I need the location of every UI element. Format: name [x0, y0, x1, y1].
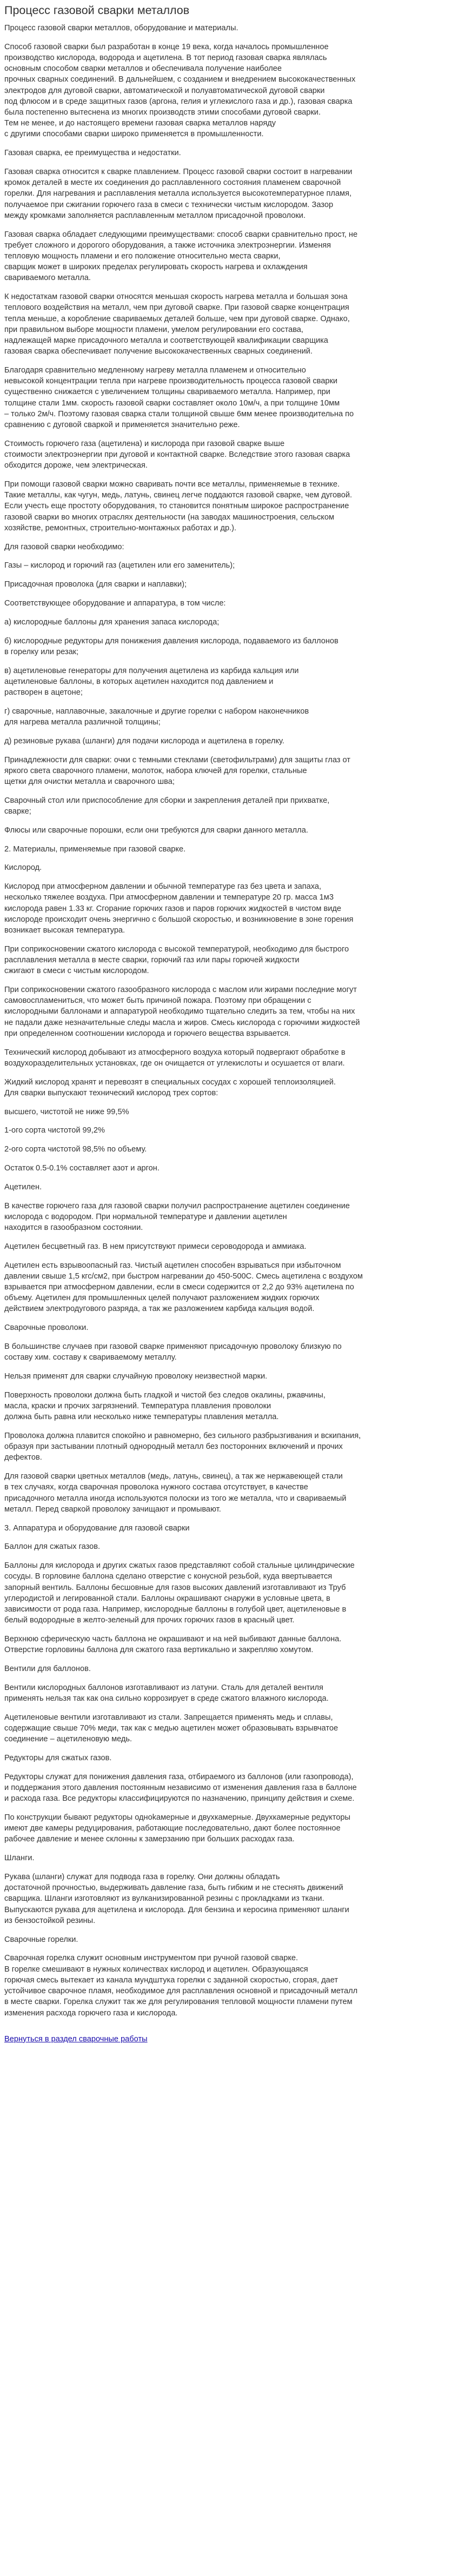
paragraph	[4, 1430, 454, 1463]
text-line: Соответствующее оборудование и аппаратура, в том числе:	[4, 599, 226, 608]
paragraph	[4, 1560, 454, 1626]
text-line: имеют две камеры редуцирования, работающие последовательно, дают более постоянное	[4, 1824, 341, 1833]
paragraph	[4, 1371, 454, 1382]
text-line: Благодаря сравнительно медленному нагреву металла пламенем и относительно	[4, 366, 306, 375]
paragraph	[4, 42, 454, 140]
paragraph	[4, 795, 454, 817]
paragraph	[4, 1390, 454, 1423]
paragraph	[4, 1260, 454, 1315]
text-line: горелки. Для нагревания и расплавления металла используется высокотемпературное пламя,	[4, 189, 352, 198]
paragraph	[4, 1634, 454, 1655]
text-line: хозяйстве, ремонтных, строительно-монтажных работах и др.).	[4, 523, 237, 532]
paragraph	[4, 365, 454, 430]
paragraph	[4, 862, 454, 873]
text-line: При соприкосновении сжатого газообразного кислорода с маслом или жирами последние могут	[4, 986, 357, 995]
text-line: получаемое при сжигании горючего газа в смеси с технически чистым кислородом. Зазор	[4, 200, 334, 209]
text-line: в месте сварки. Горелка служит так же для регулирования тепловой мощности пламени путем	[4, 1998, 353, 2007]
paragraph	[4, 825, 454, 836]
text-line: Проволока должна плавится спокойно и равномерно, без сильного разбрызгивания и вскипания,	[4, 1432, 361, 1441]
back-link[interactable]: Вернуться в раздел сварочные работы	[4, 2034, 148, 2044]
text-line: действием электродугового разряда, а так же разложением карбида кальция водой.	[4, 1304, 315, 1314]
paragraph	[4, 1241, 454, 1252]
text-line: Сварочная горелка служит основным инструментом при ручной газовой сварке.	[4, 1954, 298, 1963]
paragraph	[4, 1182, 454, 1193]
paragraph	[4, 1523, 454, 1534]
text-line: применять нельзя так как она сильно коррозирует в среде сжатого влажного кислорода.	[4, 1694, 329, 1703]
text-line: газовая сварка обеспечивает получение высококачественных сварных соединений.	[4, 347, 313, 356]
text-line: Вентили для баллонов.	[4, 1665, 91, 1674]
paragraph	[4, 1322, 454, 1333]
text-line: и поддержания этого давления постоянным независимо от изменения давления газа в баллоне	[4, 1783, 357, 1793]
text-line: Процесс газовой сварки металлов, оборудование и материалы.	[4, 24, 238, 32]
paragraph	[4, 1682, 454, 1704]
text-line: Такие металлы, как чугун, медь, латунь, свинец легче поддаются газовой сварке, чем дуговой.	[4, 491, 353, 500]
text-line: Присадочная проволока (для сварки и наплавки);	[4, 580, 187, 589]
text-line: При соприкосновении сжатого кислорода с высокой температурой, необходимо для быстрого	[4, 944, 349, 954]
text-line: Редукторы служат для понижения давления газа, отбираемого из баллонов (или газопровода),	[4, 1772, 354, 1781]
text-line: запорный вентиль. Баллоны бесшовные для газов высоких давлений изготавливают из Труб	[4, 1583, 346, 1592]
text-line: прочных сварных соединений. В дальнейшем, с созданием и внедрением высококачественных	[4, 75, 356, 84]
text-line: расплавления металла в месте сварки, горючий газ или пары горючей жидкости	[4, 956, 300, 965]
text-line: углеродистой и легированной стали. Баллоны окрашивают снаружи в условные цвета, в	[4, 1594, 330, 1603]
paragraph	[4, 148, 454, 158]
text-line: Сварочные горелки.	[4, 1935, 78, 1944]
text-line: б) кислородные редукторы для понижения давления кислорода, подаваемого из баллонов	[4, 636, 338, 645]
text-line: рабочее давление и менее склонны к замерзанию при больших расходах газа.	[4, 1835, 295, 1844]
text-line: Ацетиленовые вентили изготавливают из стали. Запрещается применять медь и сплавы,	[4, 1713, 333, 1722]
text-line: кислороде происходит очень энергично с большой скоростью, и возникновение в зоне горения	[4, 915, 354, 924]
text-line: Технический кислород добывают из атмосферного воздуха который подвергают обработке в	[4, 1048, 346, 1057]
text-line: В горелке смешивают в нужных количествах кислород и ацетилен. Образующаяся	[4, 1965, 308, 1974]
text-line: свариваемого металла.	[4, 274, 91, 283]
paragraph	[4, 1872, 454, 1926]
text-line: присадочного металла иногда используются полоски из того же металла, что и свариваемый	[4, 1494, 347, 1503]
paragraph	[4, 1953, 454, 2018]
footer	[4, 2034, 454, 2045]
text-line: Принадлежности для сварки: очки с темными стеклами (светофильтрами) для защиты глаз от	[4, 755, 350, 764]
text-line: Стоимость горючего газа (ацетилена) и кислорода при газовой сварке выше	[4, 439, 285, 448]
text-line: Для газовой сварки цветных металлов (медь, латунь, свинец), а так же нержавеющей стали	[4, 1472, 343, 1481]
paragraph	[4, 1772, 454, 1805]
paragraph	[4, 560, 454, 571]
text-line: соединение – ацетиленовую медь.	[4, 1735, 132, 1744]
text-line: производство кислорода, водорода и ацетилена. В тот период газовая сварка являлась	[4, 54, 327, 62]
paragraph	[4, 1144, 454, 1155]
text-line: должна быть равна или несколько ниже температуры плавления металла.	[4, 1413, 279, 1422]
text-line: 2-ого сорта чистотой 98,5% по объему.	[4, 1145, 147, 1154]
text-line: зависимости от рода газа. Например, кислородные баллоны в голубой цвет, ацетиленовые в	[4, 1605, 347, 1614]
text-line: толщине стали 1мм. скорость газовой сварки составляет около 10м/ч, а при толщине 10мм	[4, 398, 340, 408]
text-line: Ацетилен.	[4, 1182, 42, 1192]
paragraph	[4, 1753, 454, 1763]
text-line: содержащие свыше 70% меди, так как с медью ацетилен может образовывать взрывчатое	[4, 1724, 338, 1733]
paragraph	[4, 1541, 454, 1552]
text-line: находится в газообразном состоянии.	[4, 1223, 143, 1233]
text-line: Газовая сварка относится к сварке плавлением. Процесс газовой сварки состоит в нагревании	[4, 168, 353, 177]
text-line: газовой сварки во многих отраслях деятельности (на заводах машиностроения, сельском	[4, 512, 335, 522]
text-line: Поверхность проволоки должна быть гладкой и чистой без следов окалины, ржавчины,	[4, 1390, 326, 1400]
text-line: Шланги.	[4, 1854, 35, 1863]
text-line: основным способом сварки металлов и обеспечивала получение наиболее	[4, 64, 282, 74]
paragraph	[4, 1047, 454, 1069]
text-line: Для сварки выпускают технический кислород трех сортов:	[4, 1088, 218, 1097]
text-line: Рукава (шланги) служат для подвода газа в горелку. Они должны обладать	[4, 1873, 280, 1882]
text-line: устойчивое сварочное пламя, необходимое для расплавления основной и присадочный металл	[4, 1987, 358, 1996]
text-line: – только 2м/ч. Поэтому газовая сварка стали толщиной свыше 6мм менее производительна по	[4, 409, 354, 418]
text-line: воздухоразделительных установках, где он очищается от углекислоты и осушается от влаги.	[4, 1059, 345, 1068]
text-line: высшего, чистотой не ниже 99,5%	[4, 1107, 129, 1116]
text-line: сосуды. В горловине баллона сделано отверстие с конусной резьбой, куда ввертывается	[4, 1572, 333, 1581]
text-line: требует сложного и дорогого оборудования, а также источника электроэнергии. Изменяя	[4, 241, 331, 250]
text-line: существенно снижается с увеличением толщины свариваемого металла. Например, при	[4, 388, 330, 397]
text-line: изменения расхода горючего газа и кислорода.	[4, 2008, 178, 2018]
text-line: Флюсы или сварочные порошки, если они требуются для сварки данного металла.	[4, 826, 308, 835]
text-line: объему. Ацетилен для промышленных целей получают разложением жидких горючих	[4, 1294, 320, 1303]
text-line: белый водородные в желто-зеленый для прочих горючих газов в красный цвет.	[4, 1616, 295, 1625]
paragraph	[4, 1163, 454, 1174]
text-line: и расхода газа. Все редукторы классифицируются по назначению, принципу действия и схеме.	[4, 1794, 355, 1803]
paragraph	[4, 706, 454, 728]
text-line: 2. Материалы, применяемые при газовой сварке.	[4, 844, 186, 854]
text-line: В качестве горючего газа для газовой сварки получил распространение ацетилен соединение	[4, 1201, 350, 1210]
paragraph	[4, 1107, 454, 1117]
text-line: обходится дороже, чем электрическая.	[4, 461, 148, 470]
text-line: кромок деталей в месте их соединения до расплавленного состояния пламенем сварочной	[4, 178, 341, 188]
paragraph	[4, 229, 454, 284]
text-line: в тех случаях, когда сварочная проволока нужного состава отсутствует, в качестве	[4, 1483, 308, 1492]
text-line: 3. Аппаратура и оборудование для газовой сварки	[4, 1523, 190, 1533]
text-line: а) кислородные баллоны для хранения запаса кислорода;	[4, 617, 220, 627]
paragraph	[4, 167, 454, 221]
text-line: Способ газовой сварки был разработан в конце 19 века, когда началось промышленное	[4, 42, 329, 51]
text-line: надлежащей марке присадочного металла и соответствующей квалификации сварщика	[4, 336, 328, 345]
paragraph	[4, 1125, 454, 1136]
text-line: Баллон для сжатых газов.	[4, 1542, 101, 1552]
text-line: сжигают в смеси с чистым кислородом.	[4, 967, 149, 976]
text-line: взрывается при атмосферном давлении, если в смеси содержится от 2,2 до 93% ацетилена по	[4, 1283, 354, 1292]
text-line: при определенном соотношении кислорода и горючего вещества взрывается.	[4, 1029, 291, 1038]
text-line: Если учесть еще простоту оборудования, то становится понятным широкое распространение	[4, 502, 349, 511]
text-line: невысокой концентрации тепла при нагреве производительность процесса газовой сварки	[4, 377, 338, 386]
paragraph	[4, 1712, 454, 1745]
text-line: яркого света сварочного пламени, молоток, набора ключей для горелки, стальные	[4, 766, 307, 775]
text-line: В большинстве случаев при газовой сварке применяют присадочную проволоку близкую по	[4, 1342, 342, 1352]
text-line: из бензостойкой резины.	[4, 1916, 96, 1925]
text-line: достаточной прочностью, выдерживать давление газа, быть гибким и не стеснять движений	[4, 1883, 343, 1893]
paragraph	[4, 665, 454, 698]
text-line: Отверстие горловины баллона для сжатого газа вертикально и закрепляю хомутом.	[4, 1646, 314, 1655]
text-line: Кислород.	[4, 863, 42, 873]
paragraph	[4, 636, 454, 657]
text-line: кислородными баллонами и аппаратурой необходимо тщательно следить за тем, чтобы на них	[4, 1007, 355, 1016]
paragraph	[4, 479, 454, 534]
paragraph	[4, 944, 454, 977]
text-line: Баллоны для кислорода и других сжатых газов представляют собой стальные цилиндрические	[4, 1561, 355, 1570]
paragraph	[4, 1201, 454, 1234]
text-line: между кромками заполняется расплавленным металлом присадочной проволоки.	[4, 211, 306, 220]
text-line: Сварочный стол или приспособление для сборки и закрепления деталей при прихватке,	[4, 796, 330, 805]
text-line: д) резиновые рукава (шланги) для подачи кислорода и ацетилена в горелку.	[4, 736, 284, 745]
text-line: кислорода равен 1.33 кг. Сгорание горючих газов и паров горючих жидкостей в чистом виде	[4, 904, 342, 913]
text-line: не падали даже незначительные следы масла и жиров. Смесь кислорода с горючими жидкостей	[4, 1018, 360, 1027]
text-line: тепловую мощность пламени и его положение относительно места сварки,	[4, 252, 281, 261]
text-line: масла, краски и прочих загрязнений. Температура плавления проволоки	[4, 1402, 271, 1411]
text-line: Редукторы для сжатых газов.	[4, 1754, 112, 1763]
paragraph	[4, 881, 454, 936]
text-line: сварке;	[4, 807, 31, 816]
paragraph	[4, 617, 454, 628]
text-line: под флюсом и в среде защитных газов (аргона, гелия и углекислого газа и др.), газовая сварка	[4, 97, 353, 106]
text-line: Нельзя применят для сварки случайную проволоку неизвестной марки.	[4, 1372, 268, 1381]
page-title: Процесс газовой сварки металлов	[4, 4, 190, 17]
text-line: давлении свыше 1,5 кгс/см2, при быстром нагревании до 450-500С. Смесь ацетилена с воздухом	[4, 1272, 363, 1281]
text-line: К недостаткам газовой сварки относятся меньшая скорость нагрева металла и большая зона	[4, 292, 348, 302]
text-line: Сварочные проволоки.	[4, 1323, 89, 1333]
paragraph	[4, 844, 454, 855]
paragraph	[4, 1934, 454, 1945]
text-line: с другими способами сварки широко применяется в промышленности.	[4, 130, 264, 139]
text-line: Ацетилен бесцветный газ. В нем присутствуют примеси сероводорода и аммиака.	[4, 1242, 307, 1251]
text-line: г) сварочные, наплавочные, закалочные и другие горелки с набором наконечников	[4, 707, 309, 716]
text-line: сварщик может в широких пределах регулировать скорость нагрева и охлаждения	[4, 263, 308, 272]
paragraph	[4, 23, 454, 34]
paragraph	[4, 1341, 454, 1363]
text-line: При помощи газовой сварки можно сваривать почти все металлы, применяемые в технике.	[4, 480, 340, 489]
text-line: 1-ого сорта чистотой 99,2%	[4, 1126, 105, 1135]
paragraph	[4, 736, 454, 747]
text-line: Выпускаются рукава для ацетилена и кислорода. Для бензина и керосина применяют шланги	[4, 1905, 349, 1914]
paragraph	[4, 1812, 454, 1845]
text-line: дефектов.	[4, 1453, 42, 1462]
text-line: составу хим. составу к свариваемому металлу.	[4, 1353, 177, 1362]
text-line: Ацетилен есть взрывоопасный газ. Чистый ацетилен способен взрываться при избыточном	[4, 1261, 341, 1270]
text-line: Газовая сварка, ее преимущества и недостатки.	[4, 149, 181, 158]
text-line: металл. Перед сваркой проволоку зачищают и промывают.	[4, 1505, 221, 1514]
text-line: Газы – кислород и горючий газ (ацетилен или его заменитель);	[4, 561, 235, 570]
text-line: образуя при застывании плотный однородный металл без посторонних включений и прочих	[4, 1442, 343, 1452]
text-line: Верхнюю сферическую часть баллона не окрашивают и на ней выбивают данные баллона.	[4, 1635, 342, 1644]
text-line: несколько тяжелее воздуха. При атмосферном давлении и температуре 20 гр. масса 1м3	[4, 893, 334, 902]
text-line: самовоспламениться, что может быть причиной пожара. Поэтому при обращении с	[4, 996, 311, 1006]
text-line: возникает высокая температура.	[4, 926, 125, 935]
text-line: была постепенно вытеснена из многих производств этими способами дуговой сварки.	[4, 108, 321, 117]
text-line: при правильном выборе мощности пламени, умелом регулировании его состава,	[4, 325, 303, 334]
text-line: стоимости электроэнергии при дуговой и контактной сварке. Вследствие этого газовая сварка	[4, 450, 350, 460]
text-line: Для газовой сварки необходимо:	[4, 542, 124, 551]
text-line: Жидкий кислород хранят и перевозят в специальных сосудах с хорошей теплоизоляцией.	[4, 1077, 336, 1087]
text-line: для нагрева металла различной толщины;	[4, 718, 161, 727]
text-line: кислорода с водородом. При нормальной температуре и давлении ацетилен	[4, 1212, 287, 1221]
paragraph	[4, 1077, 454, 1099]
text-line: Кислород при атмосферном давлении и обычной температуре газ без цвета и запаха,	[4, 882, 322, 891]
text-line: в горелку или резак;	[4, 647, 79, 656]
text-line: Остаток 0.5-0.1% составляет азот и аргон.	[4, 1164, 160, 1173]
paragraph	[4, 542, 454, 553]
paragraph	[4, 755, 454, 788]
paragraph	[4, 1663, 454, 1674]
text-line: Вентили кислородных баллонов изготавливают из латуни. Сталь для деталей вентиля	[4, 1683, 323, 1692]
text-line: Тем не менее, и до настоящего времени газовая сварка металлов наряду	[4, 119, 276, 128]
text-line: По конструкции бывают редукторы одноkамерные и двухкамерные. Двухкамерные редукторы	[4, 1813, 350, 1822]
text-line: растворен в ацетоне;	[4, 688, 83, 697]
paragraph	[4, 438, 454, 471]
text-line: теплового воздействия на металл, чем при дуговой сварке. При газовой сварке концентрация	[4, 303, 349, 312]
paragraph	[4, 598, 454, 609]
paragraph	[4, 291, 454, 357]
paragraph	[4, 1471, 454, 1515]
paragraph	[4, 984, 454, 1039]
article-body	[4, 23, 454, 2019]
text-line: щетки для очистки металла и сварочного шва;	[4, 777, 175, 787]
paragraph	[4, 579, 454, 590]
text-line: Газовая сварка обладает следующими преимуществами: способ сварки сравнительно прост, не	[4, 230, 358, 239]
paragraph	[4, 1853, 454, 1863]
text-line: электродов для дуговой сварки, автоматической и полуавтоматической дуговой сварки	[4, 86, 325, 95]
text-line: ацетиленовые баллоны, в которых ацетилен находится под давлением и	[4, 677, 274, 686]
text-line: сравнению с дуговой сваркой и применяется значительно реже.	[4, 421, 240, 430]
text-line: сварщика. Шланги изготовляют из вулканизированной резины с прокладками из ткани.	[4, 1894, 324, 1903]
text-line: горючая смесь вытекает из канала мундштука горелки с заданной скоростью, сгорая, дает	[4, 1975, 338, 1985]
text-line: тепла меньше, а коробление свариваемых деталей больше, чем при дуговой сварке. Однако,	[4, 314, 350, 323]
text-line: в) ацетиленовые генераторы для получения ацетилена из карбида кальция или	[4, 666, 299, 675]
